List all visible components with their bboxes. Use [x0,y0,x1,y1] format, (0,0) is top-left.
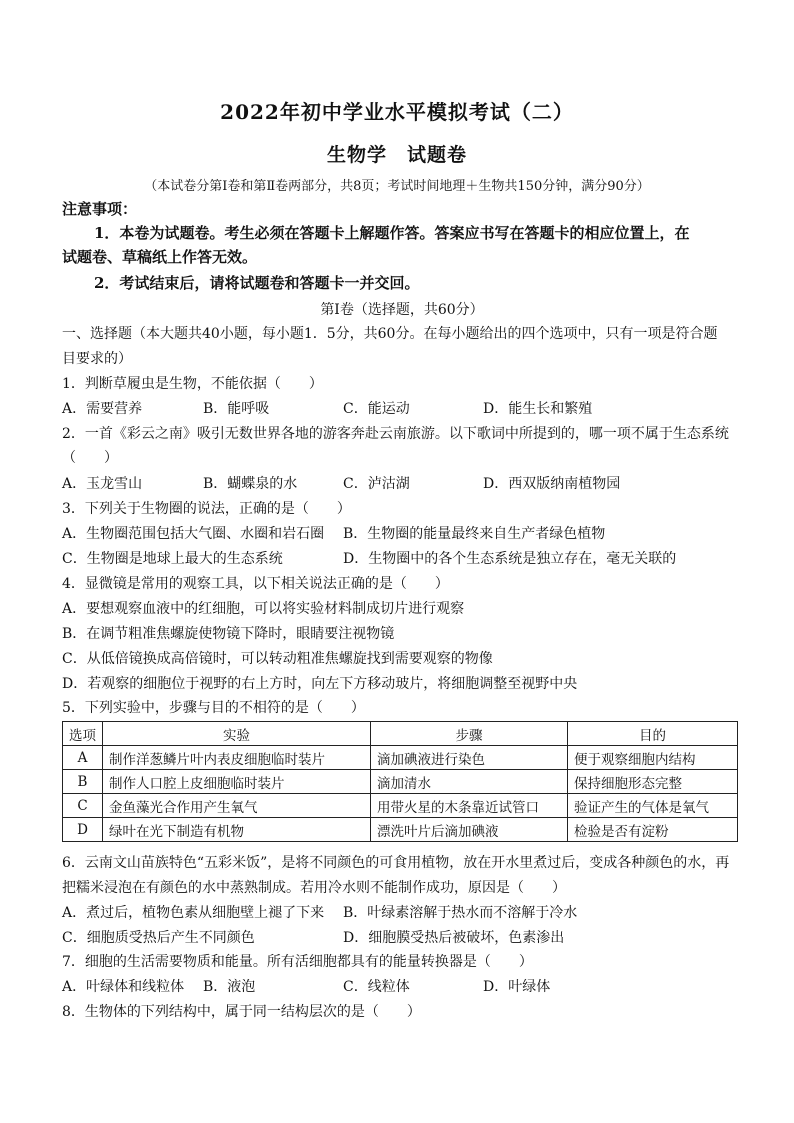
option-b: B．液泡 [203,979,256,995]
table-cell: 制作洋葱鳞片叶内表皮细胞临时装片 [103,746,371,770]
table-cell: D [63,818,103,842]
question-1-stem: 1．判断草履虫是生物，不能依据（ ） [62,376,323,392]
table-cell: 检验是否有淀粉 [568,818,738,842]
table-cell: 制作人口腔上皮细胞临时装片 [103,770,371,794]
option-d: D．生物圈中的各个生态系统是独立存在，毫无关联的 [343,551,677,567]
section-1-intro-line-1: 一、选择题（本大题共40小题，每小题1．5分，共60分。在每小题给出的四个选项中，只有一项是符合题 [62,326,718,342]
table-header-cell: 选项 [63,722,103,746]
question-4-stem: 4．显微镜是常用的观察工具，以下相关说法正确的是（ ） [62,576,449,592]
question-4-option-d: D．若观察的细胞位于视野的右上方时，向左下方移动玻片，将细胞调整至视野中央 [62,676,578,692]
question-4-option-a: A．要想观察血液中的红细胞，可以将实验材料制成切片进行观察 [62,601,465,617]
table-cell: B [63,770,103,794]
option-d: D．细胞膜受热后被破坏，色素渗出 [343,930,565,946]
table-row [63,746,738,770]
question-8-stem: 8．生物体的下列结构中，属于同一结构层次的是（ ） [62,1004,421,1020]
table-cell: 验证产生的气体是氧气 [568,794,738,818]
table-cell: 用带火星的木条靠近试管口 [371,794,568,818]
question-6-stem-line-1: 6．云南文山苗族特色“五彩米饭”，是将不同颜色的可食用植物，放在开水里煮过后，变成各种颜色的水，再 [62,855,730,871]
option-d: D．能生长和繁殖 [483,401,593,417]
exam-subtitle: 生物学 试题卷 [326,144,467,166]
table-cell: 滴加碘液进行染色 [371,746,568,770]
option-a: A．叶绿体和线粒体 [62,979,185,995]
option-d: D．叶绿体 [483,979,551,995]
question-4-option-b: B．在调节粗准焦螺旋使物镜下降时，眼睛要注视物镜 [62,626,395,642]
option-c: C．泸沽湖 [343,476,410,492]
question-3-stem: 3．下列关于生物圈的说法，正确的是（ ） [62,501,351,517]
option-b: B．蝴蝶泉的水 [203,476,298,492]
notice-heading: 注意事项： [62,200,138,218]
table-row [63,794,738,818]
table-cell: 保持细胞形态完整 [568,770,738,794]
notice-item-1-line-2: 试题卷、草稿纸上作答无效。 [62,248,258,266]
option-c: C．生物圈是地球上最大的生态系统 [62,551,283,567]
table-row [63,770,738,794]
option-b: B．生物圈的能量最终来自生产者绿色植物 [343,526,606,542]
question-2-stem-line-2: （ ） [62,450,118,466]
table-header-row [63,722,738,746]
question-6-stem-line-2: 把糯米浸泡在有颜色的水中蒸熟制成。若用冷水则不能制作成功，原因是（ ） [62,880,566,896]
option-d: D．西双版纳南植物园 [483,476,621,492]
option-b: B．能呼吸 [203,401,270,417]
table-cell: 便于观察细胞内结构 [568,746,738,770]
table-cell: C [63,794,103,818]
section-1-title: 第Ⅰ卷（选择题，共60分） [320,302,484,318]
option-c: C．能运动 [343,401,410,417]
question-4-option-c: C．从低倍镜换成高倍镜时，可以转动粗准焦螺旋找到需要观察的物像 [62,651,493,667]
question-5-stem: 5．下列实验中，步骤与目的不相符的是（ ） [62,700,365,716]
exam-note: （本试卷分第Ⅰ卷和第Ⅱ卷两部分，共8页；考试时间地理＋生物共150分钟，满分90分） [144,179,650,194]
option-a: A．生物圈范围包括大气圈、水圈和岩石圈 [62,526,325,542]
section-1-intro-line-2: 目要求的） [62,351,132,367]
option-a: A．玉龙雪山 [62,476,143,492]
option-a: A．需要营养 [62,401,143,417]
notice-item-2: 2．考试结束后，请将试题卷和答题卡一并交回。 [94,274,420,292]
table-cell: 滴加清水 [371,770,568,794]
notice-item-1-line-1: 1．本卷为试题卷。考生必须在答题卡上解题作答。答案应书写在答题卡的相应位置上，在 [94,224,690,242]
table-header-cell: 实验 [103,722,371,746]
option-b: B．叶绿素溶解于热水而不溶解于冷水 [343,905,578,921]
table-cell: 金鱼藻光合作用产生氧气 [103,794,371,818]
option-c: C．细胞质受热后产生不同颜色 [62,930,255,946]
option-a: A．煮过后，植物色素从细胞壁上褪了下来 [62,905,325,921]
table-row [63,818,738,842]
question-7-stem: 7．细胞的生活需要物质和能量。所有活细胞都具有的能量转换器是（ ） [62,954,533,970]
experiment-table [62,721,738,842]
option-c: C．线粒体 [343,979,410,995]
question-2-stem-line-1: 2．一首《彩云之南》吸引无数世界各地的游客奔赴云南旅游。以下歌词中所提到的，哪一项不属于生态系统 [62,426,729,442]
exam-title: 2022年初中学业水平模拟考试（二） [220,100,574,124]
table-cell: 绿叶在光下制造有机物 [103,818,371,842]
table-header-cell: 目的 [568,722,738,746]
table-cell: A [63,746,103,770]
table-cell: 漂洗叶片后滴加碘液 [371,818,568,842]
table-header-cell: 步骤 [371,722,568,746]
